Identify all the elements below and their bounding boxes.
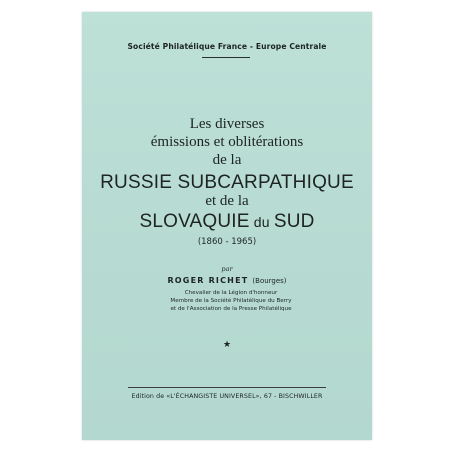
title-line-5: et de la [205,193,249,209]
by-label: par [221,265,233,273]
author-city: (Bourges) [252,277,287,285]
title-du: du [249,214,274,230]
title-slovaquie: SLOVAQUIE [139,211,250,232]
title-line-3: de la [212,152,242,168]
author-line [82,276,372,285]
author-title-1: Chevalier de la Légion d'honneur [184,290,278,296]
title-line-2: émissions et oblitérations [150,134,304,150]
society-underline [202,57,250,58]
title-sud: SUD [273,211,315,232]
footer-rule [128,387,326,388]
date-range: (1860 - 1965) [197,237,257,247]
society-name: Société Philatélique France - Europe Centrale [127,42,327,51]
title-line-1: Les diverses [189,116,265,132]
title-russie-subcarpathique: RUSSIE SUBCARPATHIQUE [100,172,354,193]
publisher-footer: Edition de «L'ÉCHANGISTE UNIVERSEL», 67 - BISCHWILLER [131,393,323,400]
author-title-3: et de l'Association de la Presse Philatélique [170,306,292,312]
title-slovaquie-du-sud [82,212,372,232]
star-icon: ★ [222,340,232,350]
booklet-cover [82,12,372,440]
author-title-2: Membre de la Société Philatélique du Berry [170,298,292,304]
author-name: ROGER RICHET [167,276,249,285]
